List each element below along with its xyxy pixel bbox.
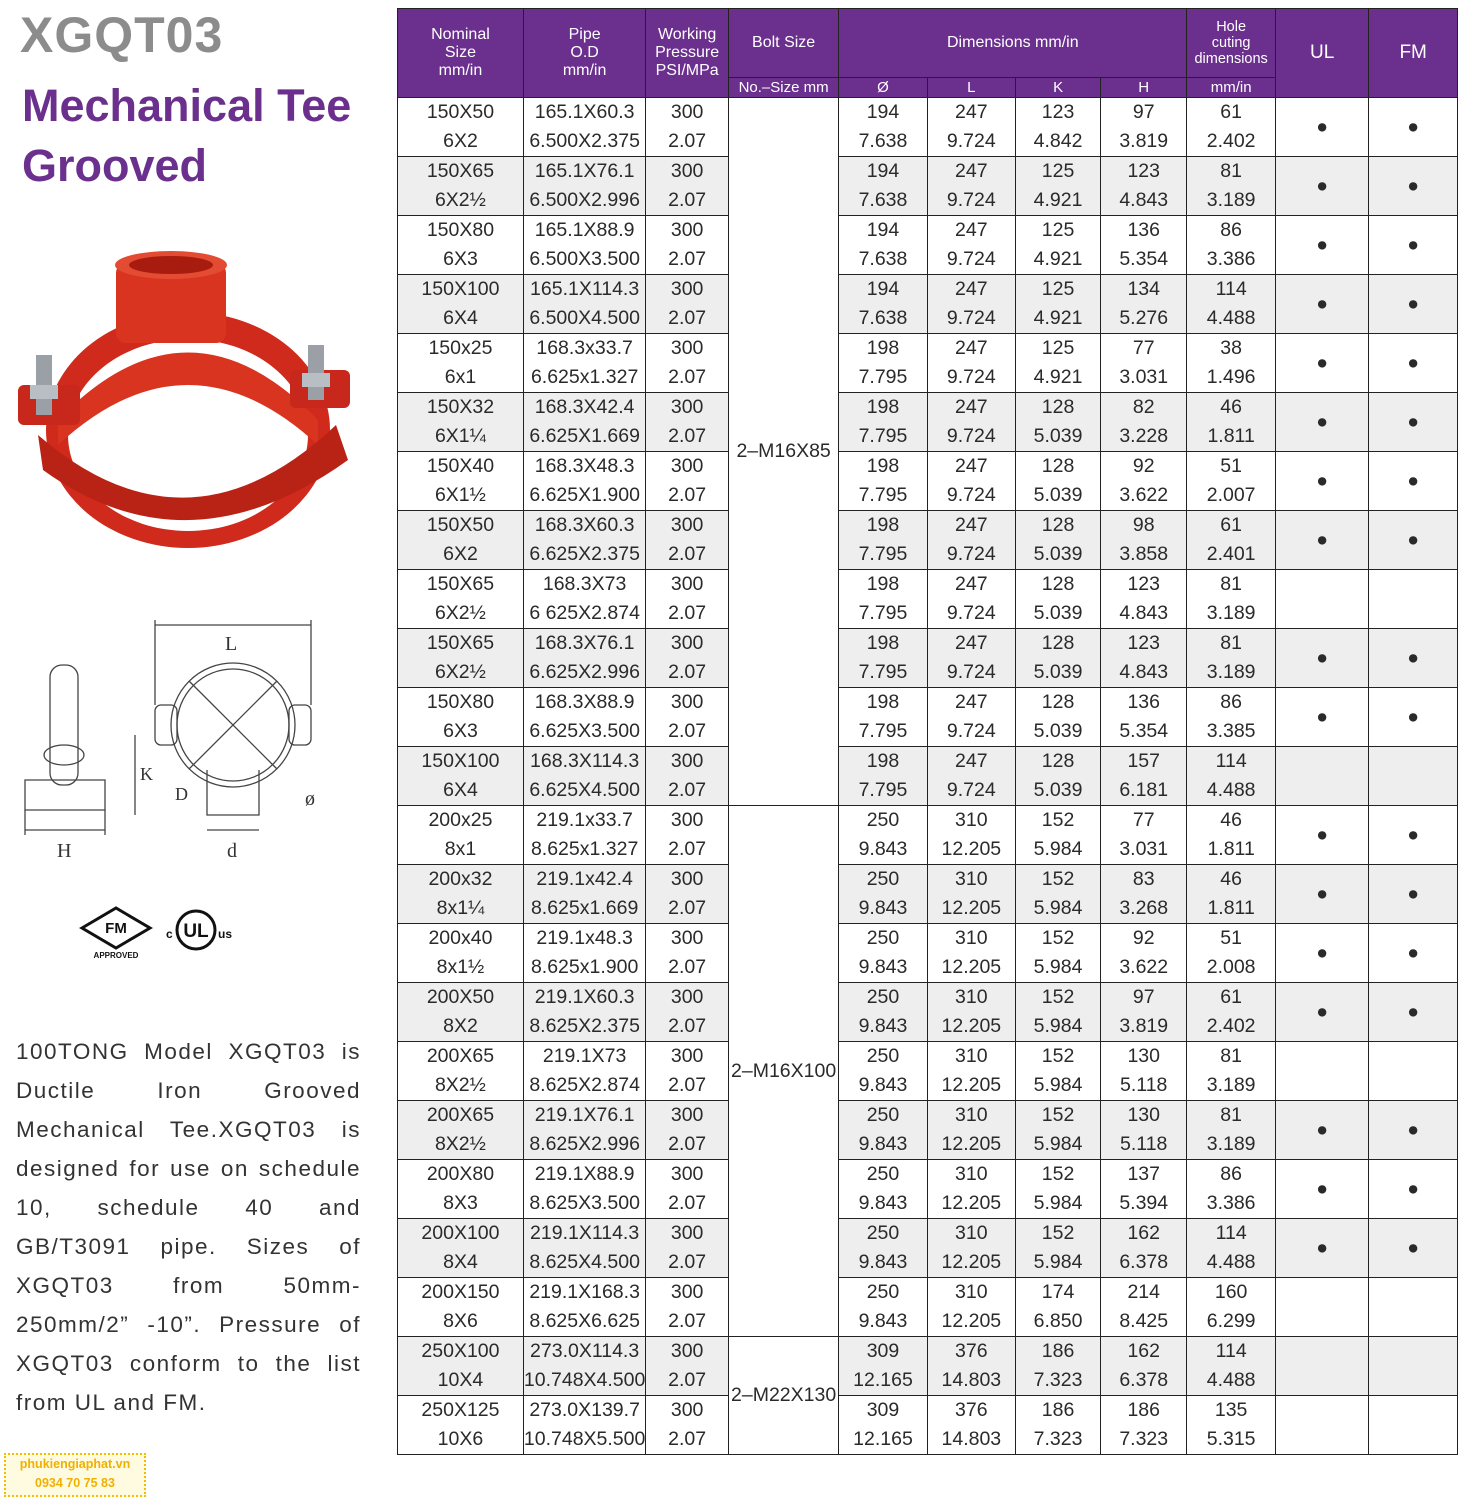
cell-dim-H: 162 6.378 [1101, 1337, 1187, 1396]
header-pipe-od: Pipe O.D mm/in [523, 9, 645, 98]
table-row [398, 806, 1458, 865]
spec-table-body [398, 98, 1458, 1455]
header-bolt-sub: No.–Size mm [728, 78, 838, 98]
cell-dim-H: 157 6.181 [1101, 747, 1187, 806]
cell-dim-K: 174 6.850 [1016, 1278, 1101, 1337]
cell-pressure: 300 2.07 [646, 570, 729, 629]
cell-dim-H: 97 3.819 [1101, 98, 1187, 157]
cell-ul-mark [1275, 570, 1368, 629]
cell-hole-cutting: 38 1.496 [1187, 334, 1276, 393]
table-row [398, 924, 1458, 983]
cell-dim-L: 247 9.724 [927, 629, 1015, 688]
spec-table [397, 8, 1458, 1455]
header-phi: Ø [839, 78, 927, 98]
cell-dim-K: 152 5.984 [1016, 1042, 1101, 1101]
cell-pipe-od: 168.3X48.3 6.625X1.900 [523, 452, 645, 511]
cell-dim-K: 152 5.984 [1016, 1101, 1101, 1160]
cell-ul-mark: ● [1275, 216, 1368, 275]
cell-dim-L: 247 9.724 [927, 747, 1015, 806]
cell-pipe-od: 168.3X114.3 6.625X4.500 [523, 747, 645, 806]
cell-dim-K: 152 5.984 [1016, 983, 1101, 1042]
cell-bolt-size: 2–M16X85 [728, 98, 838, 806]
cell-dim-H: 98 3.858 [1101, 511, 1187, 570]
cell-fm-mark [1369, 1278, 1458, 1337]
cell-hole-cutting: 114 4.488 [1187, 275, 1276, 334]
cell-pressure: 300 2.07 [646, 1042, 729, 1101]
cell-dim-K: 123 4.842 [1016, 98, 1101, 157]
cell-pipe-od: 168.3X60.3 6.625X2.375 [523, 511, 645, 570]
cell-dim-L: 247 9.724 [927, 511, 1015, 570]
cell-dim-phi: 198 7.795 [839, 629, 927, 688]
label-phi: ø [305, 788, 315, 810]
cell-pressure: 300 2.07 [646, 157, 729, 216]
cell-dim-phi: 250 9.843 [839, 806, 927, 865]
cell-ul-mark: ● [1275, 157, 1368, 216]
cell-dim-phi: 250 9.843 [839, 983, 927, 1042]
cell-dim-H: 92 3.622 [1101, 924, 1187, 983]
cell-dim-phi: 198 7.795 [839, 747, 927, 806]
cell-dim-phi: 194 7.638 [839, 157, 927, 216]
cell-pressure: 300 2.07 [646, 1278, 729, 1337]
cell-pipe-od: 165.1X76.1 6.500X2.996 [523, 157, 645, 216]
cell-pipe-od: 219.1x42.4 8.625x1.669 [523, 865, 645, 924]
cell-pipe-od: 219.1X88.9 8.625X3.500 [523, 1160, 645, 1219]
cell-dim-L: 247 9.724 [927, 688, 1015, 747]
cell-dim-K: 128 5.039 [1016, 629, 1101, 688]
cell-dim-K: 125 4.921 [1016, 157, 1101, 216]
cell-hole-cutting: 114 4.488 [1187, 1337, 1276, 1396]
cell-ul-mark: ● [1275, 334, 1368, 393]
cell-pressure: 300 2.07 [646, 98, 729, 157]
cell-dim-K: 186 7.323 [1016, 1396, 1101, 1455]
cell-hole-cutting: 46 1.811 [1187, 806, 1276, 865]
cell-fm-mark: ● [1369, 1219, 1458, 1278]
cell-dim-L: 310 12.205 [927, 865, 1015, 924]
cell-dim-phi: 250 9.843 [839, 865, 927, 924]
cell-fm-mark: ● [1369, 1101, 1458, 1160]
cell-hole-cutting: 86 3.386 [1187, 1160, 1276, 1219]
cell-pipe-od: 219.1X168.3 8.625X6.625 [523, 1278, 645, 1337]
cell-dim-L: 247 9.724 [927, 393, 1015, 452]
cell-fm-mark: ● [1369, 629, 1458, 688]
cell-dim-phi: 250 9.843 [839, 1219, 927, 1278]
cell-hole-cutting: 114 4.488 [1187, 1219, 1276, 1278]
table-row [398, 747, 1458, 806]
cell-hole-cutting: 81 3.189 [1187, 629, 1276, 688]
cell-pipe-od: 219.1X73 8.625X2.874 [523, 1042, 645, 1101]
product-description: 100TONG Model XGQT03 is Ductile Iron Grooved Mechanical Tee.XGQT03 is designed for use on schedule 10, schedule 40 and GB/T3091 pipe. Sizes of XGQT03 from 50mm-250mm/2” -10”. Pressure of XGQT03 conform to the list from UL and FM. [16, 1039, 361, 1415]
table-row [398, 1219, 1458, 1278]
table-row [398, 865, 1458, 924]
cell-dim-H: 136 5.354 [1101, 216, 1187, 275]
label-D: D [175, 784, 188, 804]
cell-fm-mark: ● [1369, 334, 1458, 393]
cell-ul-mark: ● [1275, 393, 1368, 452]
cell-pressure: 300 2.07 [646, 629, 729, 688]
cell-fm-mark: ● [1369, 688, 1458, 747]
label-L: L [225, 633, 238, 655]
cell-dim-L: 247 9.724 [927, 157, 1015, 216]
ul-c-mark: c [166, 927, 173, 941]
cell-hole-cutting: 61 2.402 [1187, 98, 1276, 157]
cell-fm-mark: ● [1369, 452, 1458, 511]
cell-pipe-od: 165.1X60.3 6.500X2.375 [523, 98, 645, 157]
cell-pipe-od: 168.3X88.9 6.625X3.500 [523, 688, 645, 747]
cell-dim-L: 376 14.803 [927, 1396, 1015, 1455]
cell-dim-phi: 309 12.165 [839, 1337, 927, 1396]
cell-hole-cutting: 51 2.007 [1187, 452, 1276, 511]
cell-dim-L: 310 12.205 [927, 1101, 1015, 1160]
cell-hole-cutting: 61 2.401 [1187, 511, 1276, 570]
cell-dim-phi: 198 7.795 [839, 511, 927, 570]
cell-dim-H: 82 3.228 [1101, 393, 1187, 452]
cell-pipe-od: 219.1X60.3 8.625X2.375 [523, 983, 645, 1042]
cell-pressure: 300 2.07 [646, 688, 729, 747]
cell-pressure: 300 2.07 [646, 747, 729, 806]
cell-dim-L: 310 12.205 [927, 806, 1015, 865]
cell-hole-cutting: 86 3.386 [1187, 216, 1276, 275]
cell-bolt-size: 2–M22X130 [728, 1337, 838, 1455]
table-row [398, 98, 1458, 157]
cell-hole-cutting: 160 6.299 [1187, 1278, 1276, 1337]
cell-fm-mark: ● [1369, 393, 1458, 452]
watermark-phone: 0934 70 75 83 [35, 1476, 115, 1490]
cell-dim-K: 128 5.039 [1016, 511, 1101, 570]
cell-pressure: 300 2.07 [646, 806, 729, 865]
cell-pressure: 300 2.07 [646, 334, 729, 393]
cell-ul-mark: ● [1275, 275, 1368, 334]
cell-pipe-od: 168.3x33.7 6.625x1.327 [523, 334, 645, 393]
label-d: d [227, 840, 237, 862]
left-panel [0, 0, 395, 1500]
cell-pipe-od: 273.0X139.7 10.748X5.500 [523, 1396, 645, 1455]
table-row [398, 511, 1458, 570]
product-title-line2: Grooved [22, 140, 208, 191]
cell-pressure: 300 2.07 [646, 511, 729, 570]
cell-ul-mark: ● [1275, 1160, 1368, 1219]
cell-dim-K: 152 5.984 [1016, 1219, 1101, 1278]
cell-ul-mark [1275, 1042, 1368, 1101]
cell-fm-mark: ● [1369, 216, 1458, 275]
cell-dim-K: 152 5.984 [1016, 924, 1101, 983]
cell-nominal-size: 150X80 6X3 [398, 216, 524, 275]
cell-dim-phi: 250 9.843 [839, 1160, 927, 1219]
cell-dim-phi: 250 9.843 [839, 1042, 927, 1101]
cell-dim-phi: 198 7.795 [839, 570, 927, 629]
cell-pressure: 300 2.07 [646, 1219, 729, 1278]
cell-dim-L: 376 14.803 [927, 1337, 1015, 1396]
cell-nominal-size: 200X80 8X3 [398, 1160, 524, 1219]
table-row [398, 629, 1458, 688]
cell-pipe-od: 219.1x33.7 8.625x1.327 [523, 806, 645, 865]
table-row [398, 157, 1458, 216]
cell-dim-phi: 198 7.795 [839, 688, 927, 747]
cell-pipe-od: 219.1x48.3 8.625x1.900 [523, 924, 645, 983]
cell-dim-phi: 250 9.843 [839, 924, 927, 983]
watermark-site: phukiengiaphat.vn [19, 1457, 131, 1471]
cell-hole-cutting: 81 3.189 [1187, 157, 1276, 216]
cell-hole-cutting: 81 3.189 [1187, 1042, 1276, 1101]
cell-fm-mark: ● [1369, 983, 1458, 1042]
table-row [398, 688, 1458, 747]
cell-dim-H: 123 4.843 [1101, 570, 1187, 629]
cell-dim-K: 186 7.323 [1016, 1337, 1101, 1396]
cell-nominal-size: 200X150 8X6 [398, 1278, 524, 1337]
certification-logos [78, 900, 248, 960]
dimension-drawing [15, 605, 355, 870]
cell-hole-cutting: 81 3.189 [1187, 570, 1276, 629]
cell-nominal-size: 150X65 6X2½ [398, 157, 524, 216]
cell-pressure: 300 2.07 [646, 275, 729, 334]
cell-fm-mark [1369, 1396, 1458, 1455]
header-dimensions: Dimensions mm/in [839, 9, 1187, 78]
cell-dim-K: 152 5.984 [1016, 1160, 1101, 1219]
cell-dim-H: 130 5.118 [1101, 1101, 1187, 1160]
cell-dim-phi: 309 12.165 [839, 1396, 927, 1455]
cell-dim-L: 247 9.724 [927, 570, 1015, 629]
cell-dim-K: 128 5.039 [1016, 393, 1101, 452]
cell-dim-L: 247 9.724 [927, 334, 1015, 393]
fm-logo: FM [105, 920, 127, 937]
header-fm: FM [1369, 9, 1458, 98]
cell-ul-mark: ● [1275, 629, 1368, 688]
cell-ul-mark: ● [1275, 1219, 1368, 1278]
cell-nominal-size: 150X50 6X2 [398, 98, 524, 157]
table-row [398, 393, 1458, 452]
cell-dim-phi: 250 9.843 [839, 1101, 927, 1160]
cell-ul-mark: ● [1275, 924, 1368, 983]
cell-nominal-size: 150X65 6X2½ [398, 629, 524, 688]
cell-pressure: 300 2.07 [646, 1337, 729, 1396]
cell-dim-K: 152 5.984 [1016, 865, 1101, 924]
cell-dim-L: 247 9.724 [927, 216, 1015, 275]
cell-dim-phi: 194 7.638 [839, 98, 927, 157]
cell-pressure: 300 2.07 [646, 1160, 729, 1219]
cell-hole-cutting: 51 2.008 [1187, 924, 1276, 983]
cell-nominal-size: 150X100 6X4 [398, 747, 524, 806]
cell-pipe-od: 273.0X114.3 10.748X4.500 [523, 1337, 645, 1396]
cell-dim-H: 77 3.031 [1101, 806, 1187, 865]
cell-bolt-size: 2–M16X100 [728, 806, 838, 1337]
header-H: H [1101, 78, 1187, 98]
cell-ul-mark [1275, 1278, 1368, 1337]
cell-dim-L: 247 9.724 [927, 275, 1015, 334]
cell-dim-phi: 198 7.795 [839, 393, 927, 452]
cell-dim-L: 310 12.205 [927, 924, 1015, 983]
cell-ul-mark [1275, 1396, 1368, 1455]
cell-dim-L: 310 12.205 [927, 1278, 1015, 1337]
cell-dim-L: 310 12.205 [927, 983, 1015, 1042]
cell-nominal-size: 200x40 8x1½ [398, 924, 524, 983]
watermark [4, 1453, 146, 1497]
cell-ul-mark: ● [1275, 806, 1368, 865]
cell-fm-mark [1369, 1042, 1458, 1101]
header-K: K [1016, 78, 1101, 98]
table-row [398, 1337, 1458, 1396]
cell-nominal-size: 200X50 8X2 [398, 983, 524, 1042]
cell-dim-H: 83 3.268 [1101, 865, 1187, 924]
cell-ul-mark: ● [1275, 1101, 1368, 1160]
cell-fm-mark: ● [1369, 924, 1458, 983]
table-row [398, 452, 1458, 511]
cell-fm-mark: ● [1369, 511, 1458, 570]
table-row [398, 334, 1458, 393]
cell-hole-cutting: 61 2.402 [1187, 983, 1276, 1042]
cell-pipe-od: 219.1X114.3 8.625X4.500 [523, 1219, 645, 1278]
cell-dim-H: 162 6.378 [1101, 1219, 1187, 1278]
cell-hole-cutting: 46 1.811 [1187, 865, 1276, 924]
cell-hole-cutting: 81 3.189 [1187, 1101, 1276, 1160]
cell-dim-H: 137 5.394 [1101, 1160, 1187, 1219]
cell-ul-mark: ● [1275, 452, 1368, 511]
cell-nominal-size: 200X65 8X2½ [398, 1042, 524, 1101]
cell-pipe-od: 168.3X76.1 6.625X2.996 [523, 629, 645, 688]
cell-ul-mark [1275, 747, 1368, 806]
cell-nominal-size: 150X65 6X2½ [398, 570, 524, 629]
cell-dim-H: 130 5.118 [1101, 1042, 1187, 1101]
cell-dim-K: 128 5.039 [1016, 570, 1101, 629]
cell-dim-H: 92 3.622 [1101, 452, 1187, 511]
cell-dim-K: 128 5.039 [1016, 688, 1101, 747]
table-row [398, 1396, 1458, 1455]
table-row [398, 983, 1458, 1042]
model-number: XGQT03 [20, 7, 224, 63]
cell-nominal-size: 250X100 10X4 [398, 1337, 524, 1396]
cell-dim-L: 310 12.205 [927, 1160, 1015, 1219]
table-row [398, 1042, 1458, 1101]
cell-nominal-size: 200x32 8x1¼ [398, 865, 524, 924]
cell-pressure: 300 2.07 [646, 216, 729, 275]
cell-nominal-size: 250X125 10X6 [398, 1396, 524, 1455]
cell-dim-H: 186 7.323 [1101, 1396, 1187, 1455]
table-row [398, 1101, 1458, 1160]
cell-dim-phi: 198 7.795 [839, 334, 927, 393]
cell-dim-phi: 198 7.795 [839, 452, 927, 511]
cell-fm-mark: ● [1369, 865, 1458, 924]
cell-fm-mark: ● [1369, 275, 1458, 334]
cell-dim-phi: 250 9.843 [839, 1278, 927, 1337]
cell-nominal-size: 200X100 8X4 [398, 1219, 524, 1278]
cell-pipe-od: 219.1X76.1 8.625X2.996 [523, 1101, 645, 1160]
cell-ul-mark: ● [1275, 983, 1368, 1042]
cell-fm-mark [1369, 1337, 1458, 1396]
cell-fm-mark [1369, 747, 1458, 806]
cell-fm-mark: ● [1369, 806, 1458, 865]
header-nominal-size: Nominal Size mm/in [398, 9, 524, 98]
cell-dim-L: 310 12.205 [927, 1042, 1015, 1101]
cell-dim-H: 214 8.425 [1101, 1278, 1187, 1337]
cell-ul-mark: ● [1275, 688, 1368, 747]
cell-pipe-od: 165.1X114.3 6.500X4.500 [523, 275, 645, 334]
cell-dim-L: 247 9.724 [927, 452, 1015, 511]
cell-dim-L: 247 9.724 [927, 98, 1015, 157]
cell-pipe-od: 168.3X73 6 625X2.874 [523, 570, 645, 629]
cell-nominal-size: 150X32 6X1¼ [398, 393, 524, 452]
header-working-pressure: Working Pressure PSI/MPa [646, 9, 729, 98]
cell-dim-phi: 194 7.638 [839, 275, 927, 334]
ul-logo: UL [183, 921, 209, 942]
cell-dim-K: 128 5.039 [1016, 747, 1101, 806]
cell-hole-cutting: 86 3.385 [1187, 688, 1276, 747]
product-title [22, 76, 351, 196]
cell-nominal-size: 200X65 8X2½ [398, 1101, 524, 1160]
cell-fm-mark: ● [1369, 157, 1458, 216]
cell-pressure: 300 2.07 [646, 452, 729, 511]
cell-dim-L: 310 12.205 [927, 1219, 1015, 1278]
cell-ul-mark [1275, 1337, 1368, 1396]
cell-dim-H: 97 3.819 [1101, 983, 1187, 1042]
cell-pressure: 300 2.07 [646, 865, 729, 924]
cell-dim-H: 136 5.354 [1101, 688, 1187, 747]
cell-fm-mark [1369, 570, 1458, 629]
cell-dim-K: 125 4.921 [1016, 334, 1101, 393]
cell-ul-mark: ● [1275, 511, 1368, 570]
cell-nominal-size: 150X50 6X2 [398, 511, 524, 570]
table-row [398, 275, 1458, 334]
table-row [398, 216, 1458, 275]
cell-nominal-size: 150X40 6X1½ [398, 452, 524, 511]
product-title-line1: Mechanical Tee [22, 80, 352, 131]
cell-ul-mark: ● [1275, 98, 1368, 157]
cell-dim-K: 152 5.984 [1016, 806, 1101, 865]
cell-pressure: 300 2.07 [646, 924, 729, 983]
cell-pressure: 300 2.07 [646, 983, 729, 1042]
cell-dim-K: 128 5.039 [1016, 452, 1101, 511]
table-row [398, 1160, 1458, 1219]
cell-nominal-size: 150x25 6x1 [398, 334, 524, 393]
cell-dim-phi: 194 7.638 [839, 216, 927, 275]
header-hole-cutting: Hole cuting dimensions [1187, 9, 1276, 78]
cell-dim-H: 123 4.843 [1101, 157, 1187, 216]
cell-dim-H: 77 3.031 [1101, 334, 1187, 393]
cell-pipe-od: 165.1X88.9 6.500X3.500 [523, 216, 645, 275]
product-photo [18, 245, 358, 560]
cell-dim-K: 125 4.921 [1016, 275, 1101, 334]
cell-pipe-od: 168.3X42.4 6.625X1.669 [523, 393, 645, 452]
cell-hole-cutting: 46 1.811 [1187, 393, 1276, 452]
header-bolt-size: Bolt Size [728, 9, 838, 78]
table-row [398, 570, 1458, 629]
header-ul: UL [1275, 9, 1368, 98]
cell-nominal-size: 200x25 8x1 [398, 806, 524, 865]
cell-hole-cutting: 114 4.488 [1187, 747, 1276, 806]
fm-approved-text: APPROVED [93, 951, 139, 960]
cell-dim-H: 123 4.843 [1101, 629, 1187, 688]
table-row [398, 1278, 1458, 1337]
cell-ul-mark: ● [1275, 865, 1368, 924]
cell-hole-cutting: 135 5.315 [1187, 1396, 1276, 1455]
cell-nominal-size: 150X80 6X3 [398, 688, 524, 747]
cell-pressure: 300 2.07 [646, 1396, 729, 1455]
label-H: H [57, 840, 72, 862]
label-K: K [140, 764, 153, 784]
ul-us-mark: us [218, 927, 233, 941]
cell-pressure: 300 2.07 [646, 393, 729, 452]
header-L: L [927, 78, 1015, 98]
cell-fm-mark: ● [1369, 1160, 1458, 1219]
cell-pressure: 300 2.07 [646, 1101, 729, 1160]
cell-fm-mark: ● [1369, 98, 1458, 157]
header-hole-sub: mm/in [1187, 78, 1276, 98]
cell-dim-K: 125 4.921 [1016, 216, 1101, 275]
cell-nominal-size: 150X100 6X4 [398, 275, 524, 334]
cell-dim-H: 134 5.276 [1101, 275, 1187, 334]
